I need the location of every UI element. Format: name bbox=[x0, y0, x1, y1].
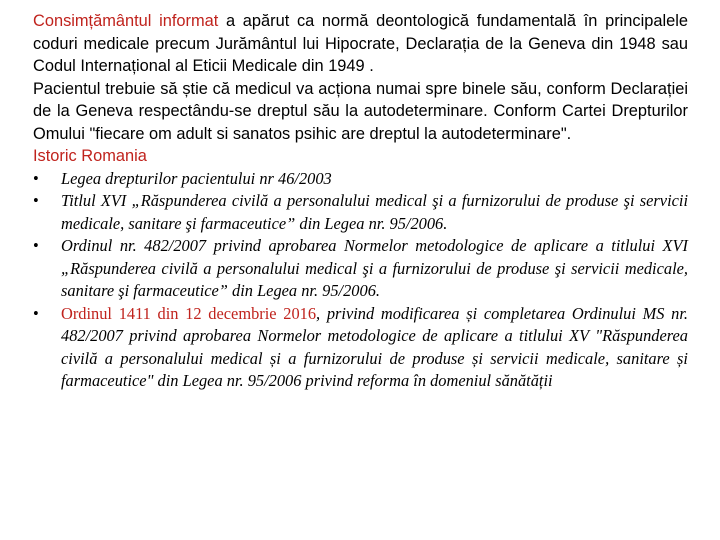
paragraph-patient-rights: Pacientul trebuie să știe că medicul va acționa numai spre binele său, conform Declarației de la Geneva respectându-se dreptul său la autodeterminare. Conform Cartei Drepturilor Omului "fiecare om adult si sanatos psihic are dreptul la autodeterminare". bbox=[33, 79, 688, 143]
paragraph-informed-consent-text: a apărut ca normă deontologică fundamentală în principalele coduri medicale precum Jurământul lui Hipocrate, Declarația de la Geneva din 1948 sau Codul Internațional al Eticii Medicale din 1949 . bbox=[33, 12, 688, 75]
term-informed-consent: Consimțământul informat bbox=[33, 12, 219, 30]
slide-content bbox=[33, 10, 688, 393]
list-item-text: Titlul XVI „Răspunderea civilă a personalului medical şi a furnizorului de produse şi servicii medicale, sanitare şi farmaceutice” din Legea nr. 95/2006. bbox=[61, 191, 688, 233]
bullet-icon: • bbox=[33, 191, 39, 210]
bullet-icon: • bbox=[33, 303, 39, 323]
list-item bbox=[33, 303, 688, 393]
order-1411-highlight: Ordinul 1411 din 12 decembrie 2016 bbox=[61, 303, 317, 323]
list-item-text: Legea drepturilor pacientului nr 46/2003 bbox=[61, 168, 332, 188]
bullet-icon: • bbox=[33, 168, 39, 188]
list-item bbox=[33, 168, 688, 191]
section-heading: Istoric Romania bbox=[33, 147, 147, 165]
legislation-list bbox=[33, 168, 688, 393]
list-item bbox=[33, 235, 688, 303]
list-item-text: Ordinul nr. 482/2007 privind aprobarea Normelor metodologice de aplicare a titlului XVI „Răspunderea civilă a personalului medical şi a furnizorului de produse şi servicii medicale, sanitare şi farmaceutice” din Legea nr. 95/2006. bbox=[61, 236, 688, 300]
bullet-icon: • bbox=[33, 236, 39, 255]
list-item-text: , privind modificarea și completarea Ordinului MS nr. 482/2007 privind aprobarea Normelor metodologice de aplicare a titlului XV "Răspunderea civilă a personalului medical și a furnizorului de produse și servicii medicale, sanitare și farmaceutice" din Legea nr. 95/2006 privind reforma în domeniul sănătății bbox=[61, 303, 689, 390]
list-item bbox=[33, 190, 688, 235]
paragraph-informed-consent bbox=[33, 10, 688, 78]
